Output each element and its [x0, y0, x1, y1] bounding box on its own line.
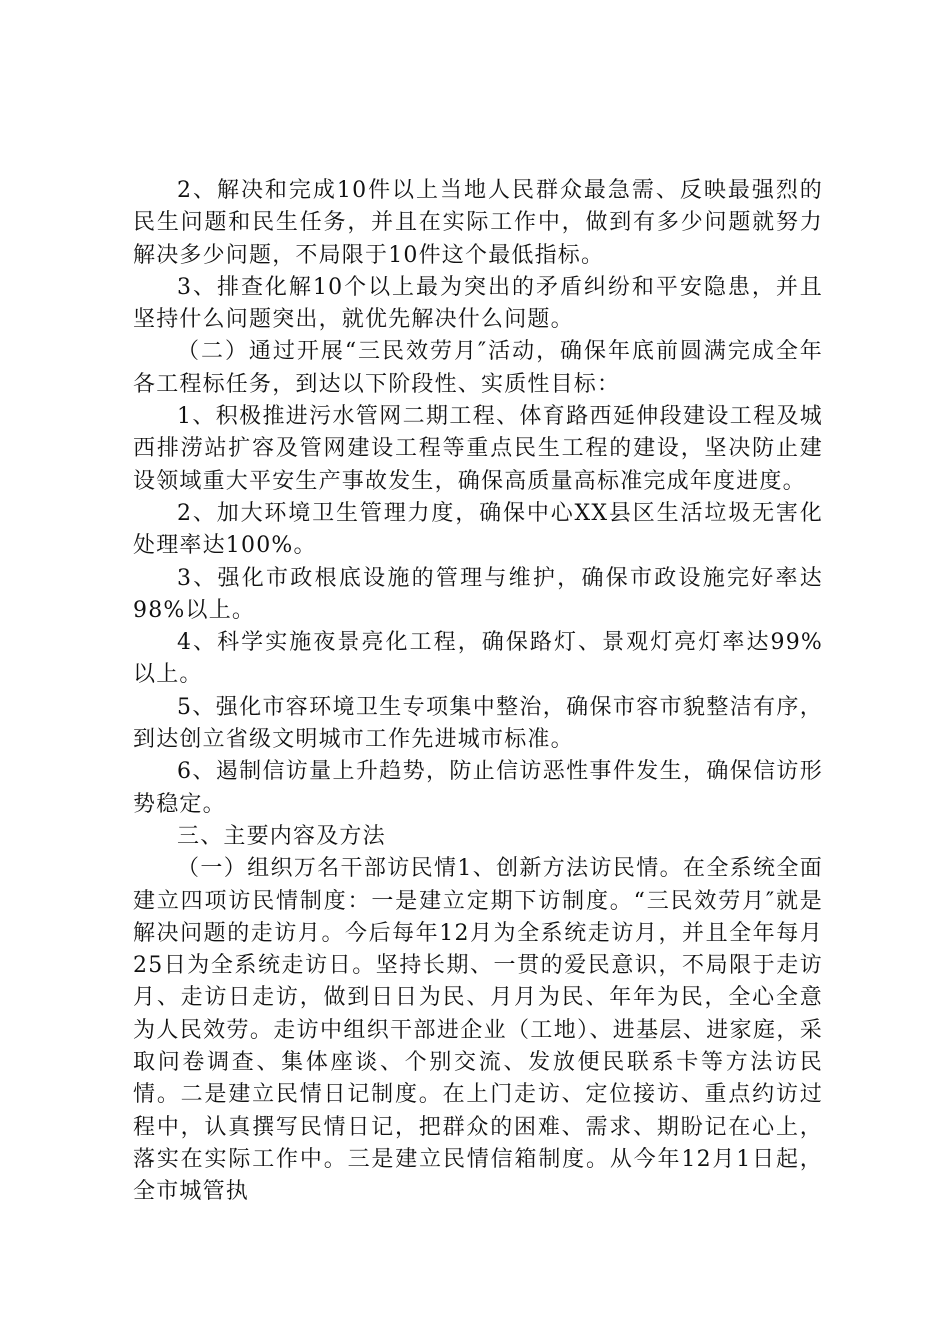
paragraph-goal-2: 2、解决和完成10件以上当地人民群众最急需、反映最强烈的民生问题和民生任务，并且在实际工作中，做到有多少问题就努力解决多少问题，不局限于10件这个最低指标。: [133, 178, 823, 268]
paragraph-section-2: （二）通过开展“三民效劳月″活动，确保年底前圆满完成全年各工程标任务，到达以下阶段性、实质性目标：: [133, 339, 823, 397]
paragraph-target-5: 5、强化市容环境卫生专项集中整治，确保市容市貌整洁有序，到达创立省级文明城市工作先进城市标准。: [133, 694, 823, 753]
paragraph-target-3: 3、强化市政根底设施的管理与维护，确保市政设施完好率达98%以上。: [133, 565, 823, 623]
paragraph-target-1: 1、积极推进污水管网二期工程、体育路西延伸段建设工程及城西排涝站扩容及管网建设工程等重点民生工程的建设，坚决防止建设领域重大平安生产事故发生，确保高质量高标准完成年度进度。: [133, 404, 823, 494]
paragraph-methods-1: （一）组织万名干部访民情1、创新方法访民情。在全系统全面建立四项访民情制度：一是建立定期下访制度。“三民效劳月″就是解决问题的走访月。今后每年12月为全系统走访月，并且全年每月25日为全系统走访日。坚持长期、一贯的爱民意识，不局限于走访月、走访日走访，做到日日为民、月月为民、年年为民，全心全意为人民效劳。走访中组织干部进企业（工地）、进基层、进家庭，采取问卷调查、集体座谈、个别交流、发放便民联系卡等方法访民情。二是建立民情日记制度。在上门走访、定位接访、重点约访过程中，认真撰写民情日记，把群众的困难、需求、期盼记在心上，落实在实际工作中。三是建立民情信箱制度。从今年12月1日起，全市城管执: [133, 856, 823, 1205]
paragraph-goal-3: 3、排查化解10个以上最为突出的矛盾纠纷和平安隐患，并且坚持什么问题突出，就优先解决什么问题。: [133, 274, 823, 333]
paragraph-target-6: 6、遏制信访量上升趋势，防止信访恶性事件发生，确保信访形势稳定。: [133, 759, 823, 817]
paragraph-target-4: 4、科学实施夜景亮化工程，确保路灯、景观灯亮灯率达99%以上。: [133, 630, 823, 688]
section-heading-3: 三、主要内容及方法: [177, 823, 386, 849]
document-body: [133, 175, 823, 1209]
paragraph-target-2: 2、加大环境卫生管理力度，确保中心XX县区生活垃圾无害化处理率达100%。: [133, 500, 823, 559]
